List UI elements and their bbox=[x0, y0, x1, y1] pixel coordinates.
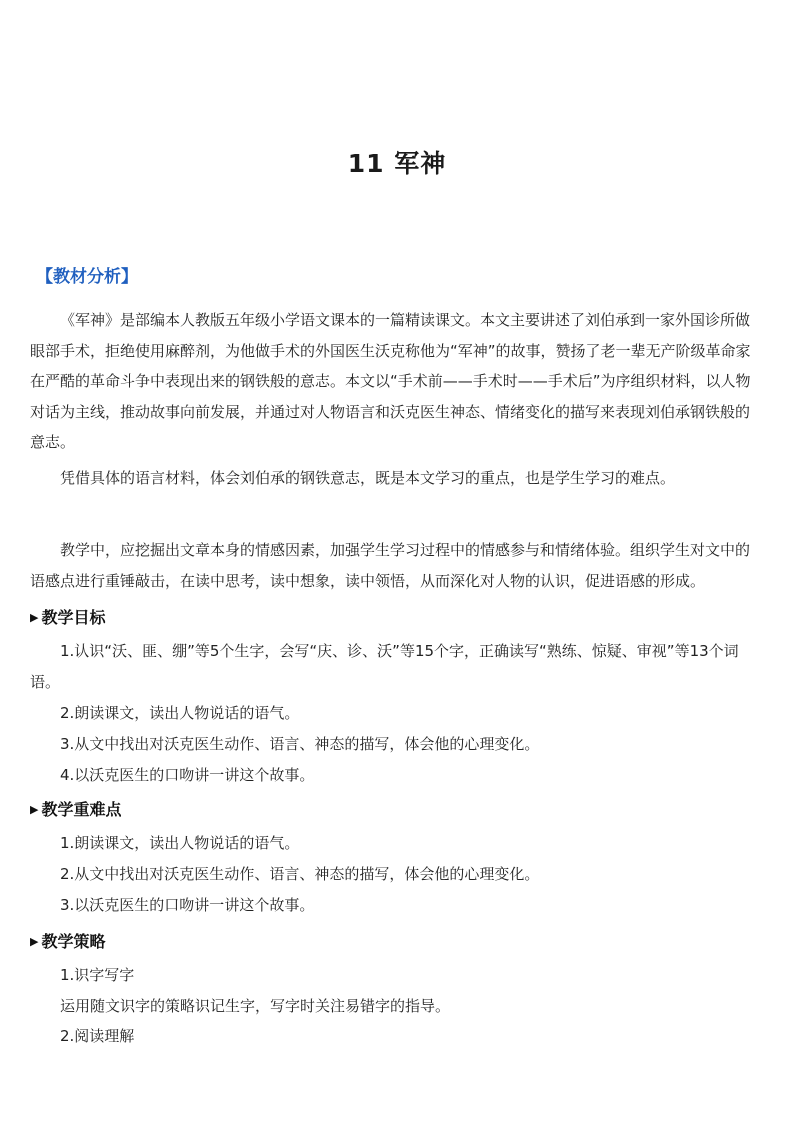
goals-heading-row bbox=[30, 605, 105, 628]
triangle-bullet-icon: ▶ bbox=[30, 611, 39, 624]
analysis-heading: 【教材分析】 bbox=[36, 267, 138, 287]
analysis-paragraph-3: 教学中，应挖掘出文章本身的情感因素，加强学生学习过程中的情感参与和情绪体验。组织学生对文中的语感点进行重锤敲击，在读中思考，读中想象，读中领悟，从而深化对人物的认识，促进语感的形成。 bbox=[30, 541, 751, 590]
document-title: 11 军神 bbox=[347, 149, 447, 178]
strategy-item-1: 1.识字写字 bbox=[60, 966, 135, 984]
strategy-heading-row bbox=[30, 929, 105, 952]
key-point-item-1: 1.朗读课文，读出人物说话的语气。 bbox=[60, 834, 300, 852]
key-points-heading-row bbox=[30, 797, 121, 820]
key-points-heading: 教学重难点 bbox=[41, 800, 122, 819]
key-point-item-2: 2.从文中找出对沃克医生动作、语言、神态的描写，体会他的心理变化。 bbox=[60, 865, 540, 883]
key-point-item-3: 3.以沃克医生的口吻讲一讲这个故事。 bbox=[60, 896, 315, 914]
strategy-heading: 教学策略 bbox=[41, 932, 106, 951]
goal-item-1: 1.认识“沃、匪、绷”等5个生字，会写“庆、诊、沃”等15个字，正确读写“熟练、惊疑、审视”等13个词语。 bbox=[30, 642, 739, 691]
triangle-bullet-icon: ▶ bbox=[30, 803, 39, 816]
goal-item-2: 2.朗读课文，读出人物说话的语气。 bbox=[60, 704, 300, 722]
triangle-bullet-icon: ▶ bbox=[30, 935, 39, 948]
goals-heading: 教学目标 bbox=[41, 608, 106, 627]
strategy-item-3: 2.阅读理解 bbox=[60, 1027, 135, 1045]
analysis-paragraph-2: 凭借具体的语言材料，体会刘伯承的钢铁意志，既是本文学习的重点，也是学生学习的难点。 bbox=[60, 469, 676, 487]
goal-item-4: 4.以沃克医生的口吻讲一讲这个故事。 bbox=[60, 766, 315, 784]
goal-item-3: 3.从文中找出对沃克医生动作、语言、神态的描写，体会他的心理变化。 bbox=[60, 735, 540, 753]
analysis-paragraph-1: 《军神》是部编本人教版五年级小学语文课本的一篇精读课文。本文主要讲述了刘伯承到一家外国诊所做眼部手术，拒绝使用麻醉剂，为他做手术的外国医生沃克称他为“军神”的故事，赞扬了老一辈无产阶级革命家在严酷的革命斗争中表现出来的钢铁般的意志。本文以“手术前——手术时——手术后”为序组织材料，以人物对话为主线，推动故事向前发展，并通过对人物语言和沃克医生神态、情绪变化的描写来表现刘伯承钢铁般的意志。 bbox=[30, 311, 751, 451]
strategy-item-2: 运用随文识字的策略识记生字，写字时关注易错字的指导。 bbox=[60, 997, 451, 1015]
